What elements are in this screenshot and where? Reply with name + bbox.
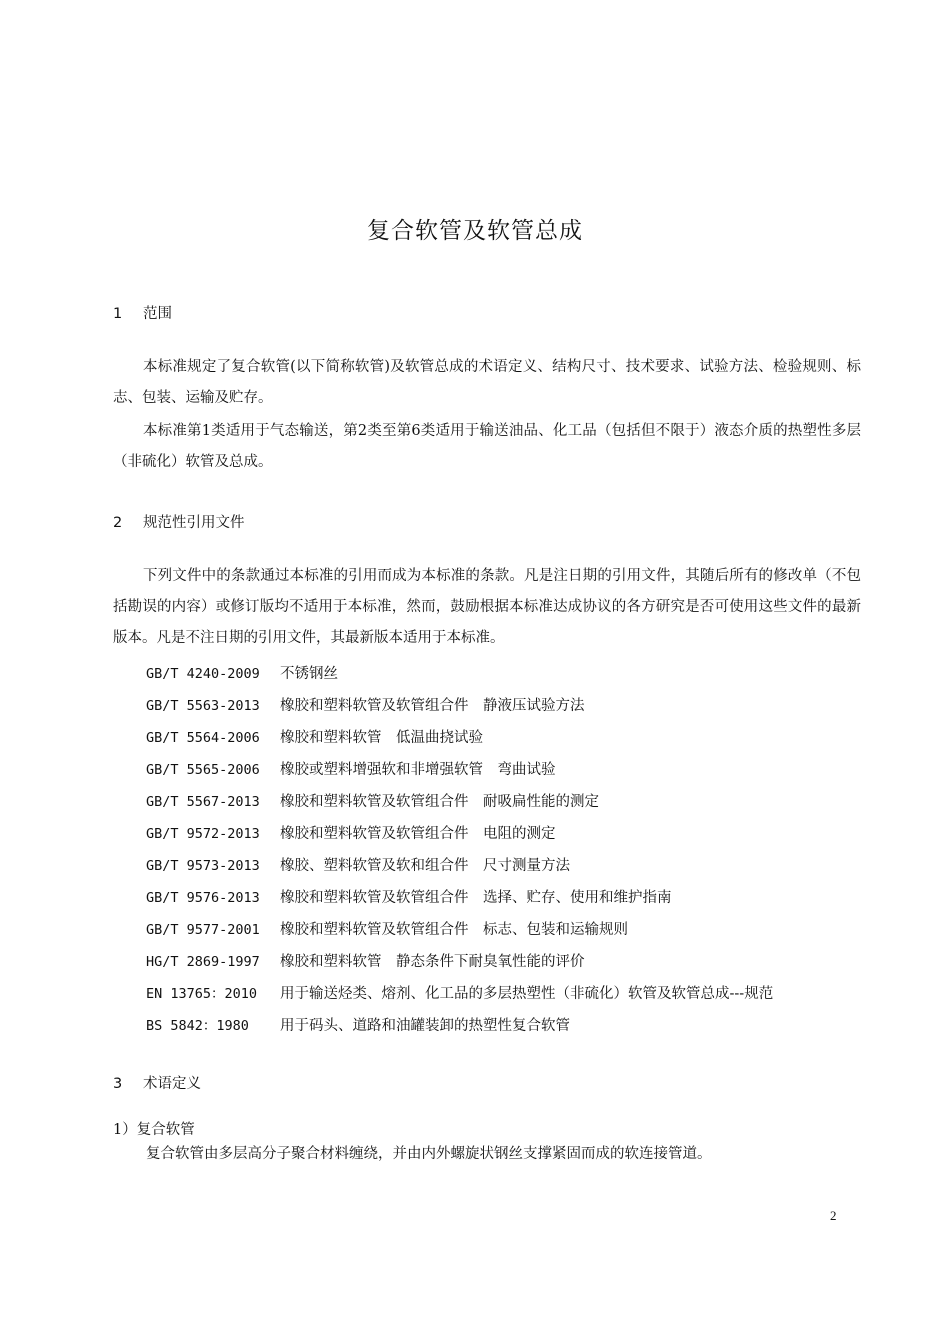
section-2-heading <box>113 511 245 532</box>
term-label: 1）复合软管 <box>113 1122 195 1138</box>
reference-list <box>146 658 773 1042</box>
section-title: 范围 <box>143 306 172 322</box>
reference-title: 橡胶和塑料软管 低温曲挠试验 <box>280 730 483 746</box>
reference-item <box>146 754 773 786</box>
reference-code: GB/T 5565-2006 <box>146 762 260 778</box>
reference-title: 橡胶和塑料软管 静态条件下耐臭氧性能的评价 <box>280 954 585 970</box>
reference-title: 橡胶或塑料增强软和非增强软管 弯曲试验 <box>280 762 556 778</box>
reference-title: 用于码头、道路和油罐装卸的热塑性复合软管 <box>280 1018 570 1034</box>
reference-item <box>146 690 773 722</box>
reference-code: BS 5842：1980 <box>146 1018 249 1034</box>
reference-title: 橡胶和塑料软管及软管组合件 耐吸扁性能的测定 <box>280 794 599 810</box>
page-number: 2 <box>830 1208 837 1223</box>
section-title: 术语定义 <box>143 1076 201 1092</box>
reference-item <box>146 1010 773 1042</box>
reference-title: 不锈钢丝 <box>280 666 338 682</box>
reference-title: 用于输送烃类、熔剂、化工品的多层热塑性（非硫化）软管及软管总成---规范 <box>280 986 774 1002</box>
reference-item <box>146 914 773 946</box>
section-1-heading <box>113 302 172 323</box>
reference-code: GB/T 5564-2006 <box>146 730 260 746</box>
reference-code: GB/T 5567-2013 <box>146 794 260 810</box>
section-1-paragraph: 本标准第1类适用于气态输送，第2类至第6类适用于输送油品、化工品（包括但不限于）液态介质的热塑性多层（非硫化）软管及总成。 <box>113 423 861 470</box>
section-number: 2 <box>113 515 123 531</box>
reference-item <box>146 786 773 818</box>
reference-code: GB/T 5563-2013 <box>146 698 260 714</box>
term-definition: 复合软管由多层高分子聚合材料缠绕，并由内外螺旋状钢丝支撑紧固而成的软连接管道。 <box>146 1146 712 1162</box>
reference-title: 橡胶和塑料软管及软管组合件 标志、包装和运输规则 <box>280 922 628 938</box>
reference-item <box>146 850 773 882</box>
section-1-paragraph: 本标准规定了复合软管(以下简称软管)及软管总成的术语定义、结构尺寸、技术要求、试验方法、检验规则、标志、包装、运输及贮存。 <box>113 359 861 406</box>
section-3-heading <box>113 1072 201 1093</box>
document-title: 复合软管及软管总成 <box>367 218 583 244</box>
reference-title: 橡胶、塑料软管及软和组合件 尺寸测量方法 <box>280 858 570 874</box>
reference-title: 橡胶和塑料软管及软管组合件 电阻的测定 <box>280 826 556 842</box>
section-title: 规范性引用文件 <box>143 515 245 531</box>
reference-item <box>146 722 773 754</box>
section-number: 3 <box>113 1076 123 1092</box>
reference-code: GB/T 4240-2009 <box>146 666 260 682</box>
reference-code: GB/T 9573-2013 <box>146 858 260 874</box>
section-number: 1 <box>113 306 123 322</box>
reference-item <box>146 818 773 850</box>
reference-code: GB/T 9572-2013 <box>146 826 260 842</box>
reference-title: 橡胶和塑料软管及软管组合件 选择、贮存、使用和维护指南 <box>280 890 672 906</box>
reference-code: GB/T 9577-2001 <box>146 922 260 938</box>
reference-item <box>146 946 773 978</box>
reference-item <box>146 978 773 1010</box>
section-2-paragraph: 下列文件中的条款通过本标准的引用而成为本标准的条款。凡是注日期的引用文件，其随后所有的修改单（不包括勘误的内容）或修订版均不适用于本标准，然而，鼓励根据本标准达成协议的各方研究是否可使用这些文件的最新版本。凡是不注日期的引用文件，其最新版本适用于本标准。 <box>113 568 861 646</box>
reference-item <box>146 882 773 914</box>
reference-code: GB/T 9576-2013 <box>146 890 260 906</box>
reference-code: HG/T 2869-1997 <box>146 954 260 970</box>
reference-item <box>146 658 773 690</box>
reference-title: 橡胶和塑料软管及软管组合件 静液压试验方法 <box>280 698 585 714</box>
reference-code: EN 13765：2010 <box>146 986 258 1002</box>
